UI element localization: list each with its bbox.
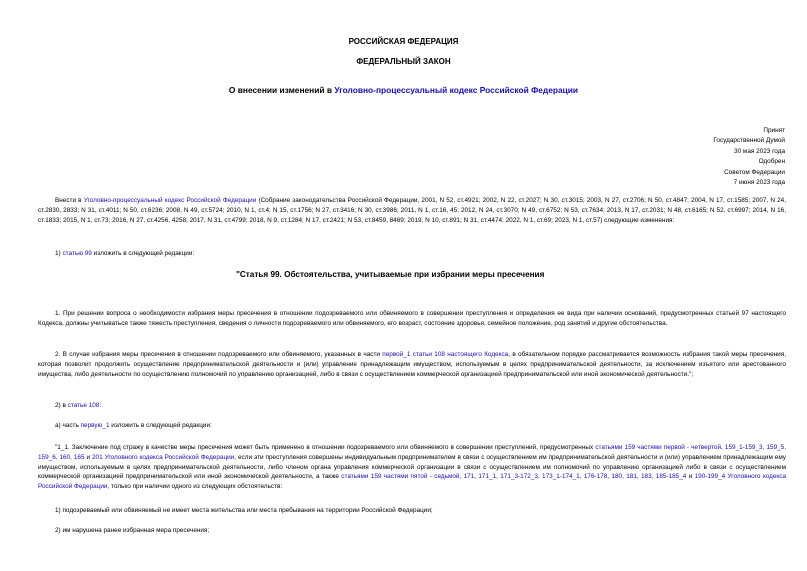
document-law-type-heading: ФЕДЕРАЛЬНЫЙ ЗАКОН [356, 57, 451, 66]
article-99-part-2 [38, 350, 786, 379]
adoption-line: Государственной Думой [713, 137, 785, 145]
item-2a-text-rest: изложить в следующей редакции: [109, 422, 212, 429]
item-2-text: 2) в [55, 402, 68, 409]
article-99-part-1 [38, 309, 786, 329]
intro-paragraph [38, 196, 786, 225]
item-1 [38, 249, 786, 259]
subitem-2-text: 2) им нарушена ранее избранная мера пресечения; [55, 527, 210, 534]
item-2 [38, 401, 786, 411]
adoption-line: Принят [763, 127, 785, 134]
item-1-text: изложить в следующей редакции: [91, 250, 195, 257]
item-2a-text: а) часть [55, 422, 81, 429]
part-1-1-text-mid: , если эти преступления совершены индивидуальным предпринимателем в связи с осуществлением им предпринимательской деятельности и (или) управлением принадлежащим ему имуществом, используемым в целях предпринимательской деятельности, либо членом органа управления коммерческой организации в связи с осуществлением им полномочий по управлению организацией либо в связи с осуществлением коммерческой организацией предпринимательской или иной экономической деятельности, а также [38, 453, 786, 481]
adoption-line: Советом Федерации [724, 168, 785, 176]
item-1-number: 1) [55, 250, 63, 257]
part-1-1-paragraph [38, 443, 786, 492]
part-1-1-text-end: , только при наличии одного из следующих обстоятельств: [107, 483, 283, 491]
criminal-code-articles-link-2[interactable]: 201 Уголовного кодекса Российской Федерации [91, 453, 235, 461]
document-country-heading: РОССИЙСКАЯ ФЕДЕРАЦИЯ [348, 37, 459, 46]
article-108-link[interactable]: статье 108 [67, 402, 100, 409]
title-prefix: О внесении изменений в [228, 85, 335, 95]
adoption-line: 30 мая 2023 года [734, 147, 785, 155]
article-108-part-1-1-link[interactable]: первой_1 статьи 108 настоящего Кодекса [382, 351, 509, 358]
part-1-text: 1. При решении вопроса о необходимости избрания меры пресечения в отношении подозреваемого или обвиняемого в совершении преступления и определения ее вида при наличии оснований, предусмотренных статьей 97 настоящего Кодекса, должны учитываться также тяжесть преступления, сведения о личности подозреваемого или обвиняемого, его возраст, состояние здоровья, семейное положение, род занятий и другие обстоятельства. [38, 310, 786, 327]
article-99-link[interactable]: статью 99 [62, 250, 92, 257]
part-2-text-rest: , в обязательном порядке рассматривается возможность избрания такой меры пресечения, которая позволит продолжить осуществление предпринимательской деятельности и (или) управление принадлежащим имуществом, используемым в целях предпринимательской деятельности, за исключением изъятого или арестованного имущества, либо деятельности по осуществлению полномочий по управлению организацией, либо в связи с осуществлением коммерческой организацией предпринимательской или иной экономической деятельности."; [38, 351, 786, 378]
adoption-block [585, 126, 785, 188]
subitem-1-text: 1) подозреваемый или обвиняемый не имеет места жительства или места пребывания на территории Российской Федерации; [55, 507, 433, 514]
document-title [0, 86, 807, 96]
adoption-line: 7 июня 2023 года [733, 179, 785, 187]
part-1-1-and: и [84, 453, 92, 461]
subitem-1 [38, 506, 786, 516]
part-2-text: 2. В случае избрания меры пресечения в отношении подозреваемого или обвиняемого, указанных в части [55, 351, 383, 358]
criminal-code-articles-link-3[interactable]: статьями 159 частями пятой - седьмой, 171, 171_1, 171_3-172_3, 173_1-174_1, 176-178, 180, 181, 183, 185-185_4 [341, 473, 687, 481]
subitem-2 [38, 526, 786, 536]
item-2a [38, 421, 786, 431]
criminal-code-articles-link-1[interactable]: статьями 159 частями первой - четвертой, 159_1-159_3, 159_5, 159_6, 160, 165 [38, 444, 787, 461]
intro-text-rest: (Собрание законодательства Российской Федерации, 2001, N 52, ст.4921; 2002, N 22, ст.2027; N 30, ст.3015; 2003, N 27, ст.2706; N 50, ст.4847; 2004, N 17, ст.1585; 2007, N 24, ст.2830, 2833; N 31, ст.4011; N 50, ст.6236; 2008, N 49, ст.5724; 2010, N 1, ст.4; N 15, ст.1756; N 27, ст.3416; N 30, ст.3986; 2011, N 1, ст.16, 45; 2012, N 24, ст.3070; N 49, ст.6752; N 53, ст.7634; 2013, N 17, ст.2031; N 48, ст.6165; N 52, ст.6997; 2014, N 16, ст.1833; 2015, N 1, ст.73; 2016, N 27, ст.4256, 4258; 2017, N 31, ст.4799; 2018, N 9, ст.1284; N 17, ст.2421; N 53, ст.8459, 8469; 2019, N 10, ст.891; N 31, ст.4474; 2022, N 1, ст.69; 2023, N 1, ст.57) следующие изменения: [38, 197, 787, 224]
title-code-link[interactable]: Уголовно-процессуальный кодекс Российской Федерации [334, 85, 579, 95]
adoption-line: Одобрен [758, 158, 785, 166]
part-1-1-link[interactable]: первую_1 [80, 422, 110, 429]
criminal-code-articles-link-4[interactable]: 190-199_4 Уголовного кодекса Российской Федерации [38, 473, 787, 491]
article-99-title: "Статья 99. Обстоятельства, учитываемые при избрании меры пресечения [236, 270, 545, 279]
part-1-1-text: "1_1. Заключение под стражу в качестве меры пресечения может быть применено в отношении подозреваемого или обвиняемого в совершении преступлений, предусмотренных [55, 444, 596, 451]
intro-text: Внести в [55, 197, 84, 204]
intro-code-link[interactable]: Уголовно-процессуальный кодекс Российской Федерации [83, 197, 257, 204]
part-1-1-and-2: и [686, 473, 695, 481]
item-2-colon: : [99, 402, 102, 409]
